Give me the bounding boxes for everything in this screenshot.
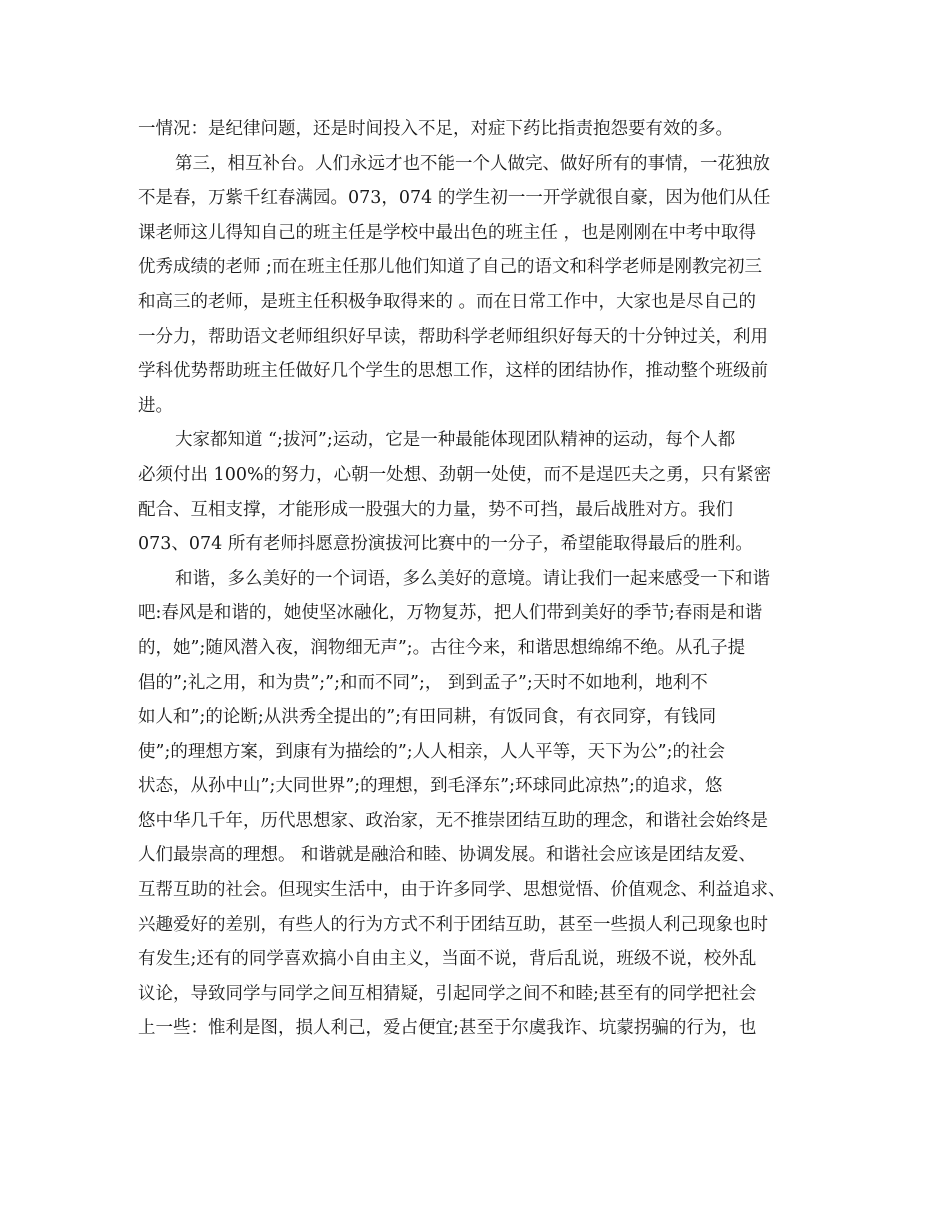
document-body [138, 112, 818, 1046]
text-line: 课老师这儿得知自己的班主任是学校中最出色的班主任 ，也是刚刚在中考中取得 [138, 222, 757, 243]
text-line: 状态，从孙中山”;大同世界”;的理想，到毛泽东”;环球同此凉热”;的追求，悠 [138, 776, 723, 797]
paragraph-start-line: 第三，相互补台。人们永远才也不能一个人做完、做好所有的事情，一花独放 [175, 153, 770, 174]
text-line: 优秀成绩的老师 ;而在班主任那儿他们知道了自己的语文和科学老师是刚教完初三 [138, 257, 762, 278]
text-line: 进。 [138, 395, 173, 416]
text-line: 上一些：惟利是图，损人利己，爱占便宜;甚至于尔虞我诈、坑蒙拐骗的行为，也 [138, 1018, 757, 1039]
text-line: 和高三的老师，是班主任积极争取得来的 。而在日常工作中，大家也是尽自己的 [138, 291, 757, 312]
text-line: 的，她”;随风潜入夜，润物细无声”;。古往今来，和谐思想绵绵不绝。从孔子提 [138, 637, 746, 658]
text-line: 配合、互相支撑，才能形成一股强大的力量，势不可挡，最后战胜对方。我们 [138, 499, 733, 520]
paragraph-start-line: 大家都知道 “;拔河”;运动，它是一种最能体现团队精神的运动，每个人都 [175, 430, 736, 451]
text-line: 吧:春风是和谐的，她使坚冰融化，万物复苏，把人们带到美好的季节;春雨是和谐 [138, 603, 763, 624]
text-line: 倡的”;礼之用，和为贵”;”;和而不同”;， 到到孟子”;天时不如地利，地利不 [138, 672, 708, 693]
text-line: 悠中华几千年，历代思想家、政治家，无不推崇团结互助的理念，和谐社会始终是 [138, 810, 768, 831]
text-line: 073、074 所有老师抖愿意扮演拔河比赛中的一分子，希望能取得最后的胜利。 [138, 534, 753, 555]
text-line: 兴趣爱好的差别，有些人的行为方式不利于团结互助，甚至一些损人利己现象也时 [138, 914, 768, 935]
paragraph-start-line: 和谐，多么美好的一个词语，多么美好的意境。请让我们一起来感受一下和谐 [175, 568, 770, 589]
text-line: 不是春，万紫千红春满园。073，074 的学生初一一开学就很自豪，因为他们从任 [138, 188, 771, 209]
text-line: 人们最崇高的理想。 和谐就是融洽和睦、协调发展。和谐社会应该是团结友爱、 [138, 845, 757, 866]
text-line: 使”;的理想方案，到康有为描绘的”;人人相亲，人人平等，天下为公”;的社会 [138, 741, 726, 762]
text-line: 一分力，帮助语文老师组织好早读，帮助科学老师组织好每天的十分钟过关，利用 [138, 326, 768, 347]
text-line: 议论，导致同学与同学之间互相猜疑，引起同学之间不和睦;甚至有的同学把社会 [138, 983, 757, 1004]
text-line: 互帮互助的社会。但现实生活中，由于许多同学、思想觉悟、价值观念、利益追求、 [138, 880, 786, 901]
text-line: 如人和”;的论断;从洪秀全提出的”;有田同耕，有饭同食，有衣同穿，有钱同 [138, 707, 717, 728]
text-line: 一情况：是纪律问题，还是时间投入不足，对症下药比指责抱怨要有效的多。 [138, 119, 733, 139]
text-line: 必须付出 100%的努力，心朝一处想、劲朝一处使，而不是逞匹夫之勇，只有紧密 [138, 464, 772, 485]
text-line: 有发生;还有的同学喜欢搞小自由主义，当面不说，背后乱说，班级不说，校外乱 [138, 949, 757, 970]
text-line: 学科优势帮助班主任做好几个学生的思想工作，这样的团结协作，推动整个班级前 [138, 361, 768, 382]
